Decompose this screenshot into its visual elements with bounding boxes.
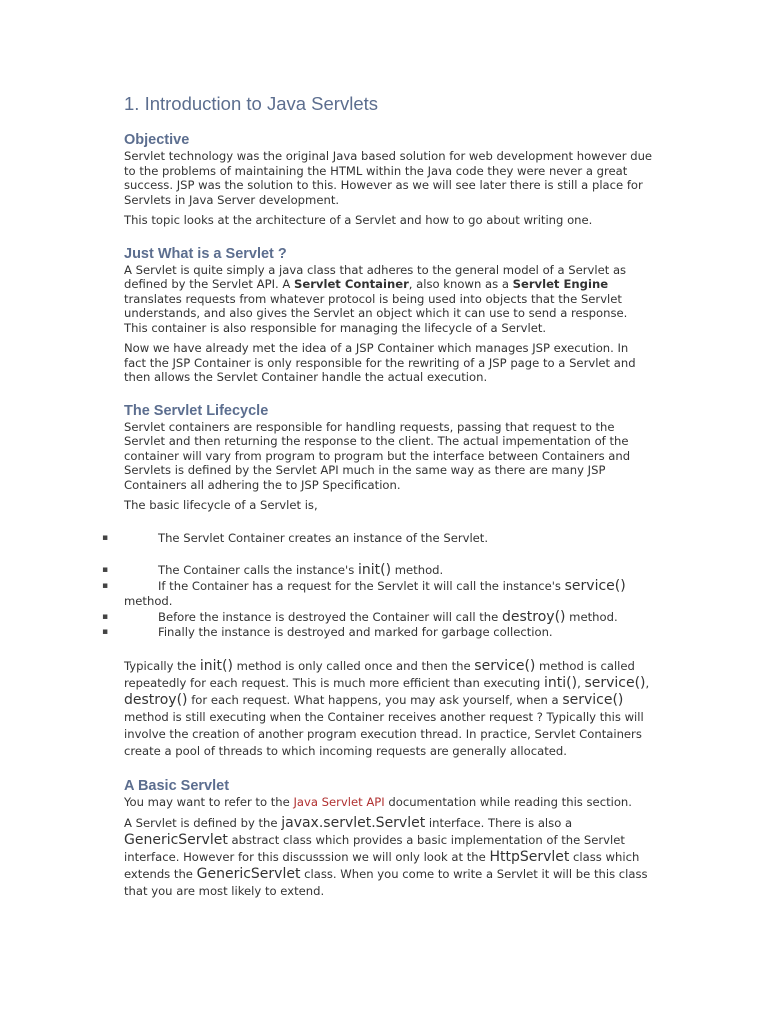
objective-heading: Objective	[124, 132, 190, 148]
lifecycle-list	[102, 530, 654, 641]
servlet-container-term: Servlet Container	[293, 277, 409, 291]
objective-paragraph-2: This topic looks at the architecture of a Servlet and how to go about writing one.	[124, 213, 593, 227]
what-is-servlet-paragraph-1: A Servlet is quite simply a java class that adheres to the general model of a Servlet as defined by the Servlet API. A Servlet Container, also known as a Servlet Engine translates requests from whatever protocol is being used into objects that the Servlet understands, and also gives the Servlet an object which it can use to send a response. This container is also responsible for managing the lifecycle of a Servlet.	[124, 262, 628, 335]
bullet-icon: ▪	[102, 611, 109, 622]
list-item: ▪ Before the instance is destroyed the Container will call the destroy() method.	[102, 608, 618, 625]
list-item: ▪ The Servlet Container creates an instance of the Servlet.	[102, 530, 489, 545]
lifecycle-paragraph-3: Typically the init() method is only called once and then the service() method is called repeatedly for each request. This is much more efficient than executing inti(), service(), destroy() for each request. What happens, you may ask yourself, when a service() method is still executing when the Container receives another request ? Typically this will involve the creation of another program execution thread. In practice, Servlet Containers create a pool of threads to which incoming requests are generally allocated.	[124, 657, 650, 758]
basic-servlet-heading: A Basic Servlet	[124, 777, 230, 794]
document-page	[102, 92, 654, 900]
basic-servlet-paragraph-2: A Servlet is defined by the javax.servlet.Servlet interface. There is also a GenericServlet abstract class which provides a basic implementation of the Servlet interface. However for this discusssion we will only look at the HttpServlet class which extends the GenericServlet class. When you come to write a Servlet it will be this class that you are most likely to extend.	[124, 815, 648, 898]
page-title: 1. Introduction to Java Servlets	[124, 93, 378, 114]
bullet-icon: ▪	[102, 580, 109, 591]
servlet-engine-term: Servlet Engine	[512, 277, 609, 291]
list-item: ▪ If the Container has a request for the Servlet it will call the instance's service() method.	[102, 577, 626, 608]
code-init: init()	[357, 562, 392, 578]
list-item: ▪ The Container calls the instance's init() method.	[102, 562, 444, 578]
basic-servlet-paragraph-1: You may want to refer to the Java Servlet API documentation while reading this section.	[124, 794, 632, 809]
bullet-icon: ▪	[102, 627, 109, 637]
list-item: ▪ Finally the instance is destroyed and marked for garbage collection.	[102, 625, 553, 639]
lifecycle-paragraph-1: Servlet containers are responsible for handling requests, passing that request to the Servlet and then returning the response to the client. The actual impementation of the container will vary from program to program but the interface between Containers and Servlets is defined by the Servlet API much in the same way as there are many JSP Containers all adhering the to JSP Specification.	[124, 419, 631, 492]
code-service: service()	[564, 577, 626, 594]
bullet-icon: ▪	[102, 532, 109, 543]
bullet-icon: ▪	[102, 565, 109, 575]
code-destroy: destroy()	[501, 608, 566, 625]
what-is-servlet-heading: Just What is a Servlet ?	[124, 245, 287, 262]
what-is-servlet-paragraph-2: Now we have already met the idea of a JSP Container which manages JSP execution. In fact the JSP Container is only responsible for the rewriting of a JSP page to a Servlet and then allows the Servlet Container handle the actual execution.	[124, 341, 636, 384]
lifecycle-heading: The Servlet Lifecycle	[124, 402, 269, 419]
lifecycle-paragraph-2: The basic lifecycle of a Servlet is,	[124, 498, 318, 512]
servlet-api-link[interactable]: Java Servlet API	[293, 794, 385, 809]
objective-paragraph-1: Servlet technology was the original Java based solution for web development however due to the problems of maintaining the HTML within the Java code they were never a great success. JSP was the solution to this. However as we will see later there is still a place for Servlets in Java Server development.	[124, 149, 653, 207]
